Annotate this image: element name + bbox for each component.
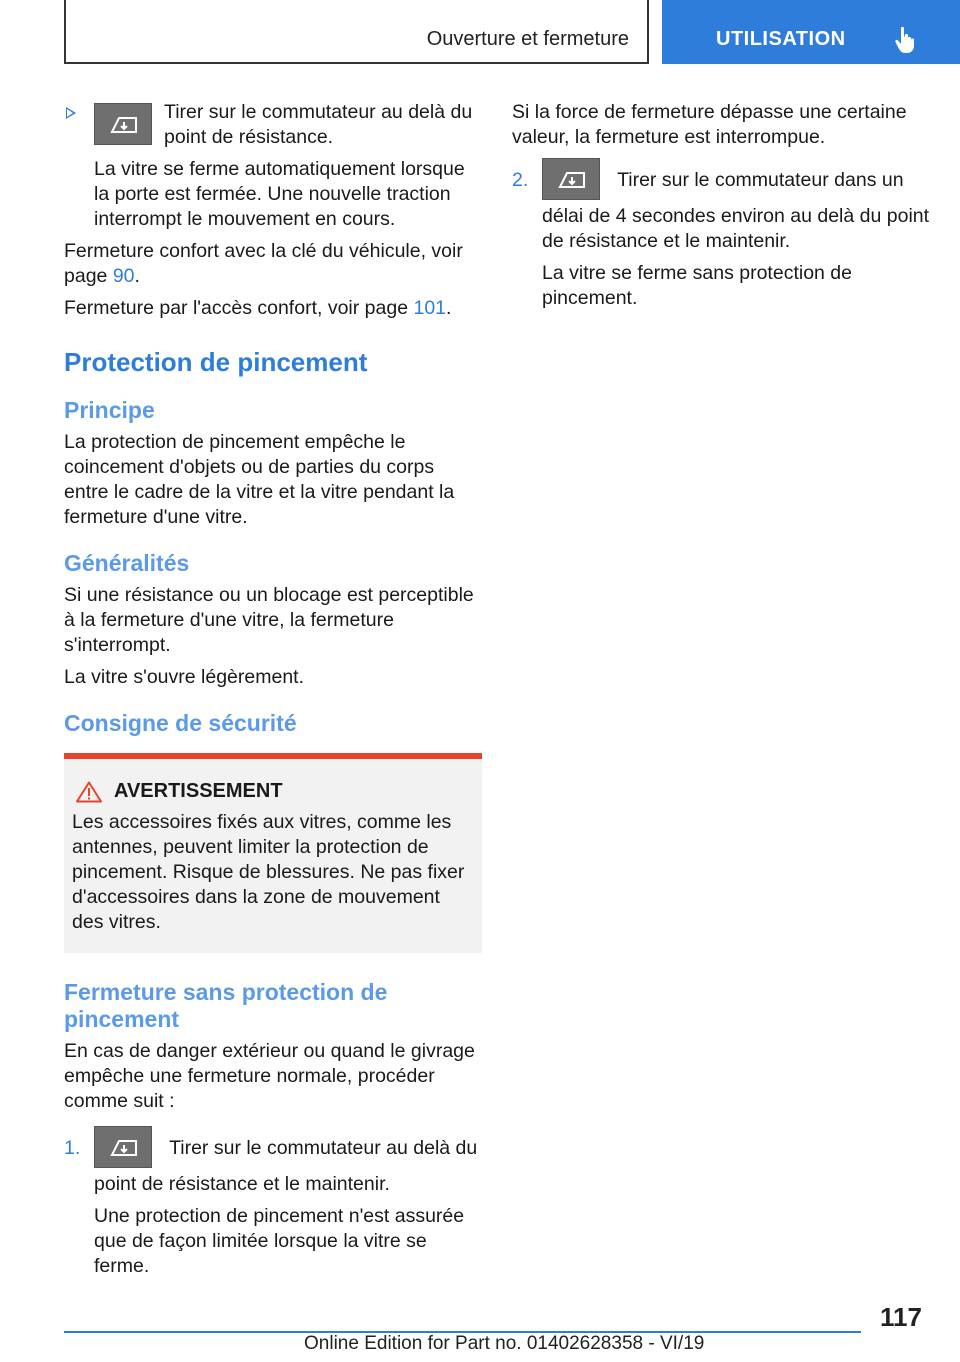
comfort-access-paragraph: Fermeture par l'accès confort, voir page 101.: [64, 297, 452, 319]
right-column: [512, 100, 932, 318]
page-number: 117: [880, 1302, 922, 1332]
comfort-key-paragraph: Fermeture confort avec la clé du véhicule, voir page 90.: [64, 240, 463, 287]
page-link-90[interactable]: 90: [112, 265, 135, 287]
page-link-101[interactable]: 101: [413, 297, 447, 319]
hand-pointer-icon: [894, 26, 918, 54]
window-switch-icon: [94, 103, 152, 145]
window-switch-icon: [94, 1126, 152, 1168]
warning-text: Les accessoires fixés aux vitres, comme les antennes, peuvent limiter la protection de pincement. Risque de blessures. Ne pas fixer d'accessoires dans la zone de mouvement des vitres.: [72, 811, 465, 933]
heading-fermeture: Fermeture sans protection de pincement: [64, 979, 388, 1032]
section-title: Ouverture et fermeture: [426, 28, 629, 50]
window-switch-icon: [542, 158, 600, 200]
warning-triangle-icon: [76, 781, 102, 803]
heading-principe: Principe: [64, 397, 155, 423]
principe-text: La protection de pincement empêche le coincement d'objets ou de parties du corps entre le cadre de la vitre et la vitre pendant la fermeture d'une vitre.: [64, 431, 455, 528]
warning-header: [76, 779, 474, 804]
chapter-title: UTILISATION: [716, 28, 846, 50]
generalites-text: Si une résistance ou un blocage est perceptible à la fermeture d'une vitre, la fermeture s'interrompt.: [64, 584, 474, 656]
warning-box: [64, 753, 482, 953]
triangle-bullet-icon: [66, 107, 76, 119]
step-triangle: [64, 100, 482, 150]
fermeture-text: En cas de danger extérieur ou quand le givrage empêche une fermeture normale, procéder comme suit :: [64, 1040, 475, 1112]
step-2-text: Tirer sur le commutateur dans un délai de 4 secondes environ au delà du point de résistance et le maintenir.: [542, 169, 930, 252]
heading-consigne: Consigne de sécurité: [64, 710, 297, 736]
comfort-key-text: Fermeture confort avec la clé du véhicule, voir page: [64, 240, 463, 287]
header-section-box: [64, 0, 649, 64]
warning-title: AVERTISSEMENT: [114, 780, 283, 802]
intro-text: Si la force de fermeture dépasse une certaine valeur, la fermeture est interrompue.: [512, 101, 907, 148]
step-number-1: 1.: [64, 1137, 81, 1159]
step-number-2: 2.: [512, 169, 529, 191]
step-1: [64, 1136, 482, 1197]
step-2: [512, 168, 932, 254]
step-note: La vitre se ferme automatiquement lorsque la porte est fermée. Une nouvelle traction interrompt le mouvement en cours.: [94, 158, 465, 230]
step-1-text: Tirer sur le commutateur au delà du point de résistance et le maintenir.: [94, 1137, 478, 1195]
comfort-access-text: Fermeture par l'accès confort, voir page: [64, 297, 414, 319]
generalites-text-2: La vitre s'ouvre légèrement.: [64, 666, 305, 688]
step-2-note: La vitre se ferme sans protection de pincement.: [542, 262, 852, 309]
step-text: Tirer sur le commutateur au delà du point de résistance.: [164, 101, 473, 148]
left-column: [64, 100, 482, 1286]
edition-text: Online Edition for Part no. 01402628358 - VI/19: [304, 1333, 705, 1354]
chapter-tab[interactable]: [662, 0, 960, 64]
heading-generalites: Généralités: [64, 550, 190, 576]
step-1-note: Une protection de pincement n'est assurée que de façon limitée lorsque la vitre se ferme.: [94, 1205, 465, 1277]
heading-protection: Protection de pincement: [64, 347, 368, 377]
